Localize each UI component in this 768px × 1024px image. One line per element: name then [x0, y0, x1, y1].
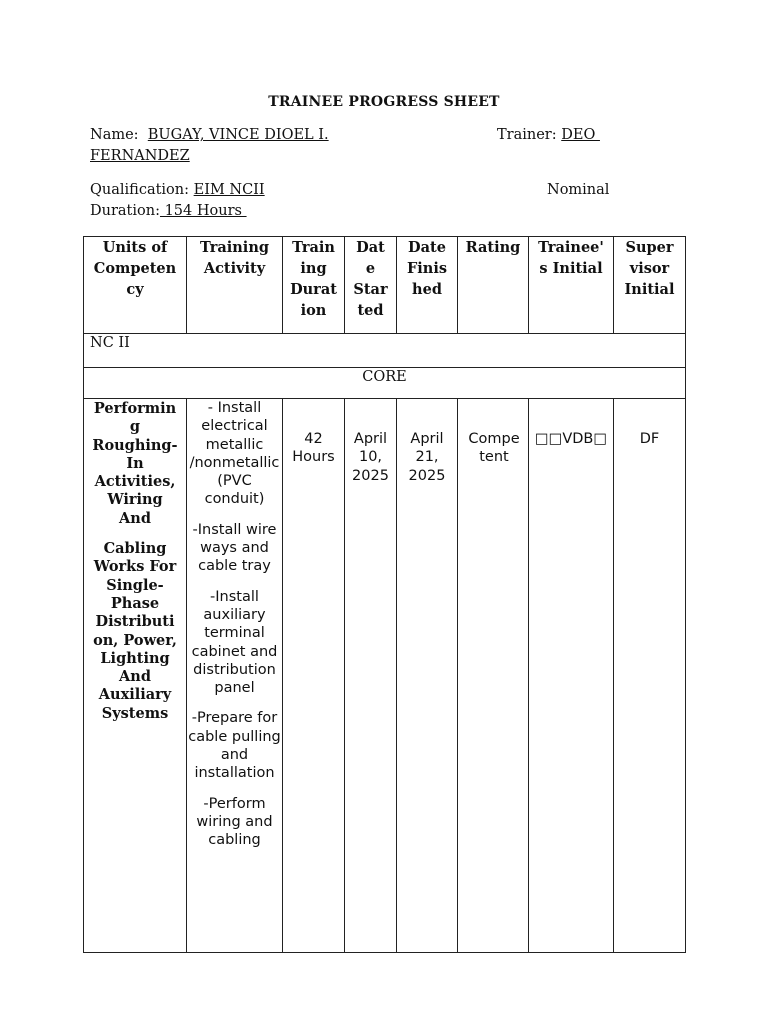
duration-value: 154 Hours [159, 203, 247, 219]
unit-title-part1: Performin g Roughing- In Activities, Wiring And [92, 400, 178, 527]
unit-title-part2: Cabling Works For Single- Phase Distributi on, Power, Lighting And Auxiliary Systems [93, 540, 177, 722]
trainer-value: DEO [561, 127, 600, 143]
header-rating: Rating [458, 237, 529, 334]
nc-label: NC II [84, 334, 686, 368]
trainee-initial-text: VDB [562, 431, 594, 447]
duration-cell [283, 399, 345, 953]
name-line [90, 125, 329, 146]
trainer-label: Trainer: [497, 127, 557, 143]
trainer-line [497, 125, 600, 146]
header-date-started: Dat e Star ted [345, 237, 397, 334]
document-title: TRAINEE PROGRESS SHEET [268, 94, 500, 110]
training-activity-item: -Prepare for cable pulling and installation [188, 710, 281, 782]
nc-row [84, 334, 686, 368]
header-units-of-competency: Units of Competen cy [84, 237, 187, 334]
date-finished-value: April 21, 2025 [408, 431, 446, 484]
supervisor-initial-cell [614, 399, 686, 953]
core-row [84, 368, 686, 399]
duration-label: Duration: [90, 203, 160, 219]
duration-line [90, 201, 247, 222]
trainee-initial-cell [529, 399, 614, 953]
nominal-label: Nominal [547, 182, 610, 198]
progress-table [83, 236, 686, 953]
header-training-activity: Training Activity [187, 237, 283, 334]
trainer-value-continued [90, 146, 190, 167]
qualification-label: Qualification: [90, 182, 190, 198]
core-label: CORE [84, 368, 686, 399]
date-finished-cell [397, 399, 458, 953]
header-trainee-initial: Trainee' s Initial [529, 237, 614, 334]
supervisor-initial-value: DF [639, 431, 660, 447]
name-label: Name: [90, 127, 139, 143]
date-started-cell [345, 399, 397, 953]
header-training-duration: Train ing Durat ion [283, 237, 345, 334]
rating-value: Competent [468, 431, 520, 466]
activity-list [187, 399, 282, 921]
rating-cell [458, 399, 529, 953]
header-date-finished: Date Finis hed [397, 237, 458, 334]
training-activity-item: - Install electrical metallic /nonmetallic (PVC conduit) [189, 400, 280, 508]
header-supervisor-initial: Super visor Initial [614, 237, 686, 334]
unit-row [84, 399, 686, 953]
header-row [84, 237, 686, 334]
training-activity-item: -Install auxiliary terminal cabinet and distribution panel [191, 588, 278, 697]
training-activity-item: -Install wire ways and cable tray [192, 521, 277, 575]
trainee-initial-value: □□VDB□ [534, 431, 608, 447]
qualification-line [90, 180, 265, 201]
training-activity-item: -Perform wiring and cabling [196, 795, 273, 849]
name-value: BUGAY, VINCE DIOEL I. [147, 127, 329, 143]
duration-value: 42 Hours [292, 431, 335, 466]
trainer-value-2: FERNANDEZ [90, 148, 190, 164]
unit-of-competency-cell [84, 399, 187, 953]
date-started-value: April 10, 2025 [352, 431, 389, 484]
qualification-value: EIM NCII [193, 182, 265, 198]
training-activity-cell [187, 399, 283, 953]
